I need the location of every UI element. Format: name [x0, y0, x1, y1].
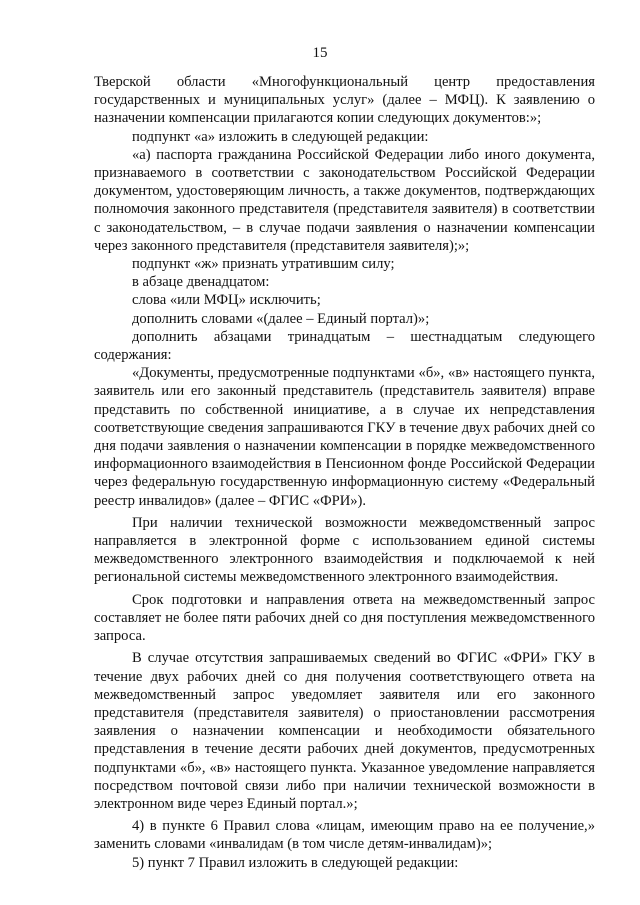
page-number: 15 — [312, 45, 328, 61]
paragraph-twelfth-abzac: в абзаце двенадцатом: — [132, 274, 270, 291]
paragraph-item-5: 5) пункт 7 Правил изложить в следующей редакции: — [132, 854, 459, 871]
paragraph-subitem-a-heading: подпункт «а» изложить в следующей редакции: — [132, 128, 429, 145]
paragraph-absence-of-data: В случае отсутствия запрашиваемых сведений во ФГИС «ФРИ» ГКУ в течение двух рабочих дней со дня получения соответствующего ответа на межведомственный запрос уведомляет заявителя или его законного представителя (представителя заявителя) о приостановлении рассмотрения заявления о назначении компенсации и необходимости обязательного представления в течение десяти рабочих дней документов, предусмотренных подпунктами «б», «в» настоящего пункта. Указанное уведомление направляется посредством почтовой связи либо при наличии технической возможности в электронном виде через Единый портал.»; — [94, 650, 595, 812]
paragraph-subitem-zh: подпункт «ж» признать утратившим силу; — [132, 256, 395, 273]
paragraph-continuation: Тверской области «Многофункциональный центр предоставления государственных и муниципальных услуг» (далее – МФЦ). К заявлению о назначении компенсации прилагаются копии следующих документов:»; — [94, 74, 595, 127]
paragraph-documents: «Документы, предусмотренные подпунктами «б», «в» настоящего пункта, заявитель или его законный представитель (представитель заявителя) вправе представить по собственной инициативе, а в случае их непредставления соответствующие сведения запрашиваются ГКУ в течение двух рабочих дней со дня подачи заявления о назначении компенсации в порядке межведомственного информационного взаимодействия в Пенсионном фонде Российской Федерации через федеральную государственную информационную систему «Федеральный реестр инвалидов» (далее – ФГИС «ФРИ»). — [94, 365, 595, 509]
paragraph-electronic-request: При наличии технической возможности межведомственный запрос направляется в электронной форме с использованием единой системы межведомственного электронного взаимодействия и подключаемой к ней региональной системы межведомственного электронного взаимодействия. — [94, 514, 595, 586]
paragraph-add-abzacy: дополнить абзацами тринадцатым – шестнадцатым следующего содержания: — [94, 328, 595, 364]
paragraph-subitem-a-text: «а) паспорта гражданина Российской Федерации либо иного документа, признаваемого в соответствии с законодательством Российской Федерации документом, удостоверяющим личность, а также документов, подтверждающих полномочия законного представителя (представителя заявителя) в соответствии с законодательством, – в случае подачи заявления о назначении компенсации через законного представителя (представителя заявителя);»; — [94, 146, 595, 254]
paragraph-exclude-words: слова «или МФЦ» исключить; — [132, 292, 321, 309]
paragraph-response-term: Срок подготовки и направления ответа на межведомственный запрос составляет не более пяти рабочих дней со дня поступления межведомственного запроса. — [94, 591, 595, 645]
paragraph-add-words: дополнить словами «(далее – Единый портал)»; — [132, 310, 430, 327]
paragraph-item-4: 4) в пункте 6 Правил слова «лицам, имеющим право на ее получение,» заменить словами «инвалидам (в том числе детям-инвалидам)»; — [94, 818, 595, 853]
document-body — [94, 73, 595, 872]
